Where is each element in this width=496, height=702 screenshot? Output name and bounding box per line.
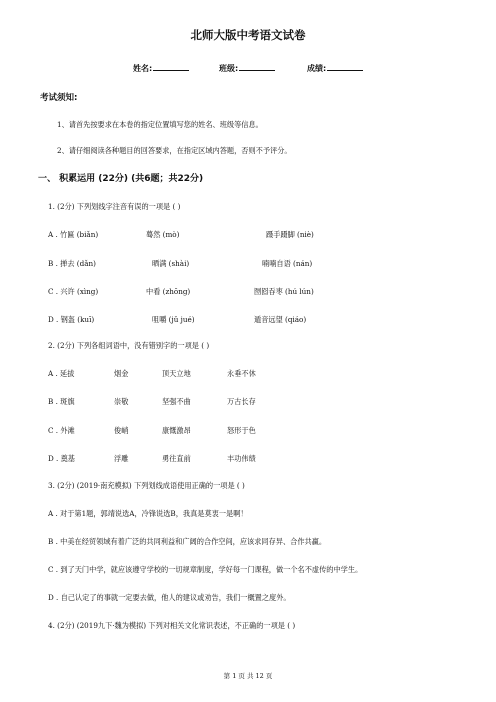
option-b: B . 中美在经贸领域有着广泛的共同利益和广阔的合作空间，应该求同存异、合作共赢。 bbox=[48, 537, 327, 546]
option-d: 浮雕 bbox=[114, 454, 129, 463]
option-d: 勇往直前 bbox=[162, 454, 191, 463]
option-c: C . 兴许 (xìng) bbox=[48, 287, 99, 296]
option-c: 康慨激昂 bbox=[162, 426, 191, 435]
option-a: 顶天立地 bbox=[162, 369, 191, 378]
option-d: 遁音远望 (qiáo) bbox=[254, 315, 307, 324]
option-b: 晒满 (shài) bbox=[152, 259, 190, 268]
option-b: B . 掸去 (dǎn) bbox=[48, 259, 96, 268]
option-d: 丰功伟绩 bbox=[227, 454, 256, 463]
option-c: 中看 (zhōng) bbox=[146, 287, 191, 296]
option-a: 蹑手蹑脚 (niè) bbox=[266, 230, 314, 239]
score-field bbox=[307, 62, 363, 73]
option-b: 喃喃自语 (nán) bbox=[262, 259, 313, 268]
option-c: 怒形于色 bbox=[227, 426, 256, 435]
score-label: 成绩: bbox=[307, 64, 327, 73]
option-c: C . 外滩 bbox=[48, 426, 75, 435]
option-b: 崇敬 bbox=[114, 397, 129, 406]
score-blank bbox=[327, 62, 363, 71]
page-footer: 第 1 页 共 12 页 bbox=[223, 672, 273, 680]
option-a: A . 竹匾 (biǎn) bbox=[48, 230, 99, 239]
option-c: 俊峭 bbox=[114, 426, 129, 435]
notice-item: 2、请仔细阅读各种题目的回答要求，在指定区域内答题，否则不予评分。 bbox=[57, 146, 292, 155]
option-d: D . 奠基 bbox=[48, 454, 75, 463]
name-field bbox=[133, 62, 189, 73]
option-a: 烟金 bbox=[114, 369, 129, 378]
section-heading: 一、 积累运用 (22分) (共6题；共22分) bbox=[38, 174, 204, 184]
class-blank bbox=[239, 62, 275, 71]
class-label: 班级: bbox=[219, 64, 239, 73]
option-d: D . 自己认定了的事就一定要去做，他人的建议或劝告，我们一概置之度外。 bbox=[48, 593, 291, 602]
question-stem: 4. (2分) (2019九下·魏为模拟) 下列对相关文化常识表述，不正确的一项是 ( ) bbox=[48, 621, 296, 630]
notice-item: 1、请首先按要求在本卷的指定位置填写您的姓名、班级等信息。 bbox=[57, 120, 263, 129]
option-a: 蓦然 (mò) bbox=[146, 230, 180, 239]
option-b: 万古长存 bbox=[227, 397, 256, 406]
option-d: D . 钢盔 (kuī) bbox=[48, 315, 95, 324]
option-a: A . 对于第1题，郭靖说选A，冷锋说选B，我真是莫衷一是啊！ bbox=[48, 509, 248, 518]
option-b: 坚强不曲 bbox=[162, 397, 191, 406]
option-a: A . 延拔 bbox=[48, 369, 75, 378]
question-stem: 2. (2分) 下列各组词语中，没有错别字的一项是 ( ) bbox=[48, 341, 210, 350]
option-b: B . 斑旗 bbox=[48, 397, 75, 406]
question-stem: 3. (2分) (2019·南充模拟) 下列划线成语使用正确的一项是 ( ) bbox=[48, 481, 245, 490]
option-c: 囫囵吞枣 (hú lún) bbox=[254, 287, 314, 296]
question-stem: 1. (2分) 下列划线字注音有误的一项是 ( ) bbox=[48, 202, 181, 211]
class-field bbox=[219, 62, 275, 73]
page-title: 北师大版中考语文试卷 bbox=[190, 28, 306, 42]
option-a: 永垂不休 bbox=[227, 369, 256, 378]
notice-heading: 考试须知: bbox=[40, 93, 78, 103]
name-blank bbox=[153, 62, 189, 71]
option-c: C . 到了天门中学，就应该遵守学校的一切规章制度，学好每一门课程，做一个名不虚传的中学生。 bbox=[48, 565, 363, 574]
name-label: 姓名: bbox=[133, 64, 153, 73]
option-d: 咀嚼 (jǔ jué) bbox=[152, 315, 195, 324]
